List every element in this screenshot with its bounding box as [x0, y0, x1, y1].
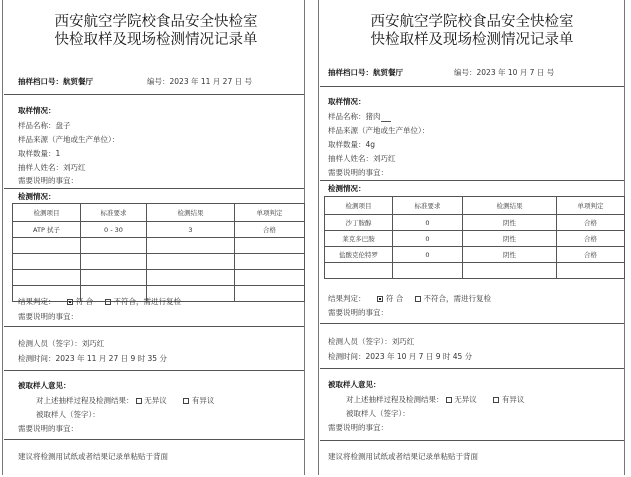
table-cell: 3	[147, 222, 235, 238]
opinion-label: 对上述抽样过程及检测结果：	[346, 395, 444, 404]
result-judgement	[18, 297, 181, 307]
divider	[4, 94, 304, 95]
title-line-2: 快检取样及现场检测情况记录单	[370, 32, 574, 48]
notes-2: 需要说明的事宜：	[328, 308, 388, 317]
sampled-opinion-header: 被取样人意见：	[18, 381, 71, 390]
divider	[4, 370, 304, 371]
notes-3: 需要说明的事宜：	[18, 424, 78, 433]
result-fail-label: 不符合，需进行复检	[423, 294, 492, 303]
notes-1: 需要说明的事宜：	[18, 176, 78, 185]
inspector-signature: 检测人员（签字）：刘巧红	[328, 337, 415, 346]
divider	[4, 188, 304, 189]
sample-quantity: 取样数量：4g	[328, 140, 376, 149]
table-cell	[557, 263, 625, 279]
table-cell	[13, 238, 81, 254]
sampled-signature: 被取样人（签字）：	[346, 409, 410, 418]
col-header: 检测结果	[147, 204, 235, 222]
result-judgement	[328, 294, 491, 304]
has-objection-checkbox[interactable]	[183, 398, 189, 404]
sample-name: 样品名称：盘子	[18, 121, 71, 130]
divider	[320, 323, 624, 324]
title-line-2: 快检取样及现场检测情况记录单	[54, 32, 258, 48]
underline	[381, 113, 391, 122]
table-cell: 0	[393, 231, 463, 247]
sample-source: 样品来源（产地或生产单位）：	[328, 126, 430, 135]
table-cell: ATP 拭子	[13, 222, 81, 238]
result-label: 结果判定：	[328, 294, 366, 303]
table-cell	[235, 270, 305, 286]
table-cell: 合格	[557, 247, 625, 263]
test-table	[324, 196, 625, 279]
sampler-name: 抽样人姓名：刘巧红	[18, 163, 86, 172]
title-line-1: 西安航空学院校食品安全快检室	[54, 14, 258, 30]
inspect-time: 检测时间：2023 年 11 月 27 日 9 时 35 分	[18, 354, 167, 363]
has-objection-checkbox[interactable]	[493, 397, 499, 403]
record-sheet-left	[2, 0, 310, 475]
page-border-left	[318, 0, 319, 475]
sample-quantity: 取样数量：1	[18, 149, 61, 158]
has-objection-label: 有异议	[191, 396, 215, 405]
col-header: 检测结果	[463, 197, 557, 215]
opinion-line	[346, 395, 524, 405]
sampling-header: 取样情况：	[18, 106, 56, 115]
table-row	[325, 247, 625, 263]
table-cell: 沙丁胺醇	[325, 215, 393, 231]
table-cell: 阴性	[463, 215, 557, 231]
sample-name	[328, 112, 391, 122]
record-number: 编号：2023 年 10 月 7 日 号	[454, 68, 555, 77]
table-row	[13, 238, 305, 254]
table-cell: 合格	[557, 215, 625, 231]
table-row	[13, 270, 305, 286]
table-row	[325, 263, 625, 279]
col-header: 检测项目	[325, 197, 393, 215]
col-header: 标准要求	[81, 204, 147, 222]
inspect-time: 检测时间：2023 年 10 月 7 日 9 时 45 分	[328, 352, 473, 361]
table-cell	[13, 270, 81, 286]
table-cell	[235, 238, 305, 254]
sampling-point: 抽样档口号：航贸餐厅	[328, 68, 403, 77]
sample-name-text: 样品名称：猪肉	[328, 112, 381, 121]
table-cell	[235, 254, 305, 270]
table-cell	[81, 254, 147, 270]
result-fail-label: 不符合，需进行复检	[113, 297, 182, 306]
notes-2: 需要说明的事宜：	[18, 312, 78, 321]
table-cell: 莱克多巴胺	[325, 231, 393, 247]
notes-1: 需要说明的事宜：	[328, 168, 388, 177]
table-cell: 0	[393, 215, 463, 231]
divider	[320, 368, 624, 369]
record-number: 编号：2023 年 11 月 27 日 号	[147, 77, 252, 86]
fail-checkbox[interactable]	[105, 299, 111, 305]
record-sheet-right	[318, 0, 626, 475]
test-table	[12, 203, 305, 302]
testing-header: 检测情况：	[18, 192, 56, 201]
no-objection-checkbox[interactable]	[446, 397, 452, 403]
title-line-1: 西安航空学院校食品安全快检室	[370, 14, 574, 30]
sampled-signature: 被取样人（签字）：	[36, 410, 100, 419]
footer-note: 建议将检测用试纸或者结果记录单粘贴于背面	[328, 452, 478, 461]
pass-checkbox-checked[interactable]	[67, 299, 73, 305]
has-objection-label: 有异议	[501, 395, 525, 404]
divider	[320, 180, 624, 181]
table-cell: 合格	[557, 231, 625, 247]
sampled-opinion-header: 被取样人意见：	[328, 380, 381, 389]
table-cell	[147, 270, 235, 286]
table-cell	[235, 286, 305, 302]
table-cell: 0	[393, 247, 463, 263]
result-label: 结果判定：	[18, 297, 56, 306]
sampling-header: 取样情况：	[328, 97, 366, 106]
col-header: 单项判定	[557, 197, 625, 215]
sample-source: 样品来源（产地或生产单位）：	[18, 135, 120, 144]
divider	[320, 440, 624, 441]
col-header: 单项判定	[235, 204, 305, 222]
table-cell: 合格	[235, 222, 305, 238]
pass-checkbox-checked[interactable]	[377, 296, 383, 302]
footer-note: 建议将检测用试纸或者结果记录单粘贴于背面	[18, 452, 168, 461]
table-cell	[13, 254, 81, 270]
opinion-label: 对上述抽样过程及检测结果：	[36, 396, 134, 405]
table-row	[13, 222, 305, 238]
sampler-name: 抽样人姓名：刘巧红	[328, 154, 396, 163]
result-pass-label: 符 合	[75, 297, 94, 306]
inspector-signature: 检测人员（签字）：刘巧红	[18, 339, 105, 348]
table-cell: 阴性	[463, 231, 557, 247]
no-objection-checkbox[interactable]	[136, 398, 142, 404]
fail-checkbox[interactable]	[415, 296, 421, 302]
col-header: 标准要求	[393, 197, 463, 215]
no-objection-label: 无异议	[144, 396, 167, 405]
table-cell	[147, 254, 235, 270]
table-cell	[463, 263, 557, 279]
divider	[4, 326, 304, 327]
table-cell: 盐酸克伦特罗	[325, 247, 393, 263]
table-cell	[325, 263, 393, 279]
col-header: 检测项目	[13, 204, 81, 222]
table-row	[325, 231, 625, 247]
table-cell	[147, 238, 235, 254]
divider	[320, 86, 624, 87]
table-row	[325, 215, 625, 231]
sampling-point: 抽样档口号：航贸餐厅	[18, 77, 93, 86]
table-cell	[393, 263, 463, 279]
table-cell: 阴性	[463, 247, 557, 263]
table-cell: 0 - 30	[81, 222, 147, 238]
opinion-line	[36, 396, 214, 406]
table-cell	[81, 270, 147, 286]
no-objection-label: 无异议	[454, 395, 477, 404]
result-pass-label: 符 合	[385, 294, 404, 303]
testing-header: 检测情况：	[328, 184, 366, 193]
divider	[4, 439, 304, 440]
table-row	[13, 254, 305, 270]
table-cell	[81, 238, 147, 254]
notes-3: 需要说明的事宜：	[328, 423, 388, 432]
page-border-left	[2, 0, 3, 475]
